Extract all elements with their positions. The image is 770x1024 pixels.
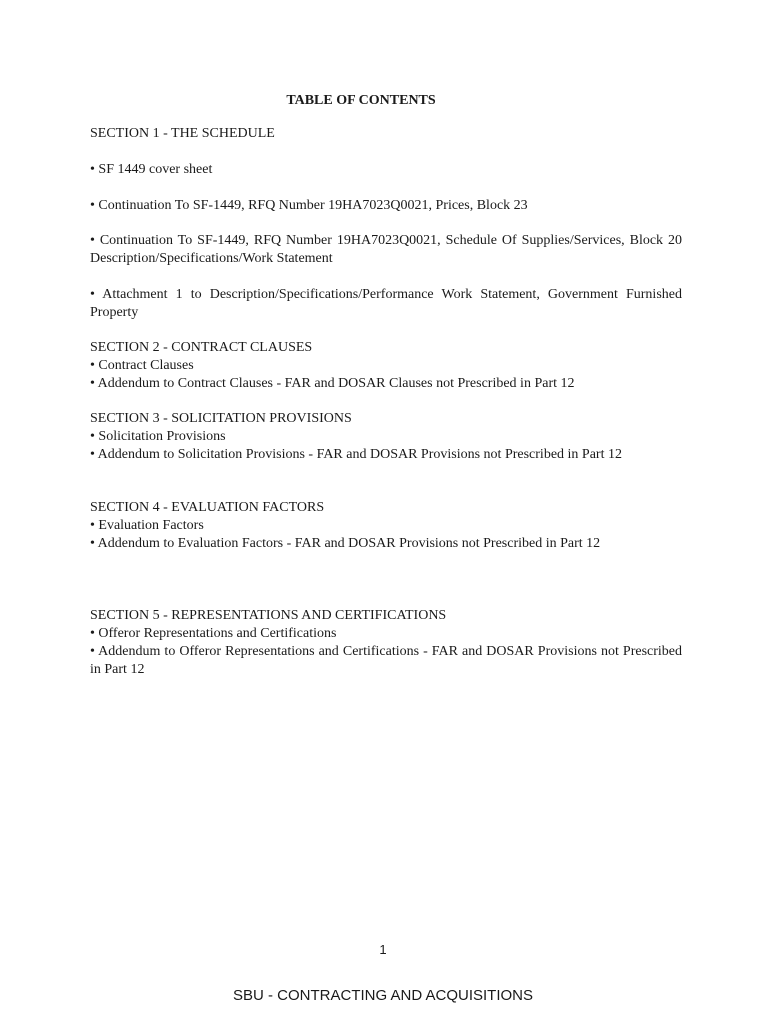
section-3-block (90, 410, 682, 464)
section-1-item: • SF 1449 cover sheet (90, 162, 213, 177)
section-2-item: • Contract Clauses (90, 358, 194, 373)
section-4-heading: SECTION 4 - EVALUATION FACTORS (90, 500, 325, 515)
section-4-item: • Addendum to Evaluation Factors - FAR and DOSAR Provisions not Prescribed in Part 12 (90, 536, 601, 551)
section-1-heading-block (90, 125, 682, 143)
section-3-item: • Solicitation Provisions (90, 429, 226, 444)
section-1-item: • Continuation To SF-1449, RFQ Number 19HA7023Q0021, Schedule Of Supplies/Services, Block 20 Description/Specifications/Work Statement (90, 233, 682, 266)
section-1-item-2-block (90, 197, 682, 215)
section-1-item-3-block (90, 232, 682, 268)
toc-title: TABLE OF CONTENTS (286, 93, 436, 108)
section-5-item: • Addendum to Offeror Representations and Certifications - FAR and DOSAR Provisions not Prescribed in Part 12 (90, 644, 682, 677)
section-1-item: • Attachment 1 to Description/Specifications/Performance Work Statement, Government Furnished Property (90, 287, 682, 320)
section-2-item: • Addendum to Contract Clauses - FAR and DOSAR Clauses not Prescribed in Part 12 (90, 376, 575, 391)
section-1-item: • Continuation To SF-1449, RFQ Number 19HA7023Q0021, Prices, Block 23 (90, 198, 528, 213)
section-4-item: • Evaluation Factors (90, 518, 204, 533)
section-1-item-4-block (90, 286, 682, 322)
section-5-block (90, 607, 682, 679)
section-5-heading: SECTION 5 - REPRESENTATIONS AND CERTIFICATIONS (90, 608, 447, 623)
page-number: 1 (379, 942, 387, 957)
section-3-heading: SECTION 3 - SOLICITATION PROVISIONS (90, 411, 352, 426)
page-footer: SBU - CONTRACTING AND ACQUISITIONS (232, 987, 534, 1004)
section-3-item: • Addendum to Solicitation Provisions - FAR and DOSAR Provisions not Prescribed in Part 12 (90, 447, 622, 462)
section-2-heading: SECTION 2 - CONTRACT CLAUSES (90, 340, 313, 355)
section-5-item: • Offeror Representations and Certifications (90, 626, 337, 641)
section-1-heading: SECTION 1 - THE SCHEDULE (90, 126, 275, 141)
section-4-block (90, 499, 682, 553)
section-2-block (90, 339, 682, 393)
section-1-item-1-block (90, 161, 682, 179)
